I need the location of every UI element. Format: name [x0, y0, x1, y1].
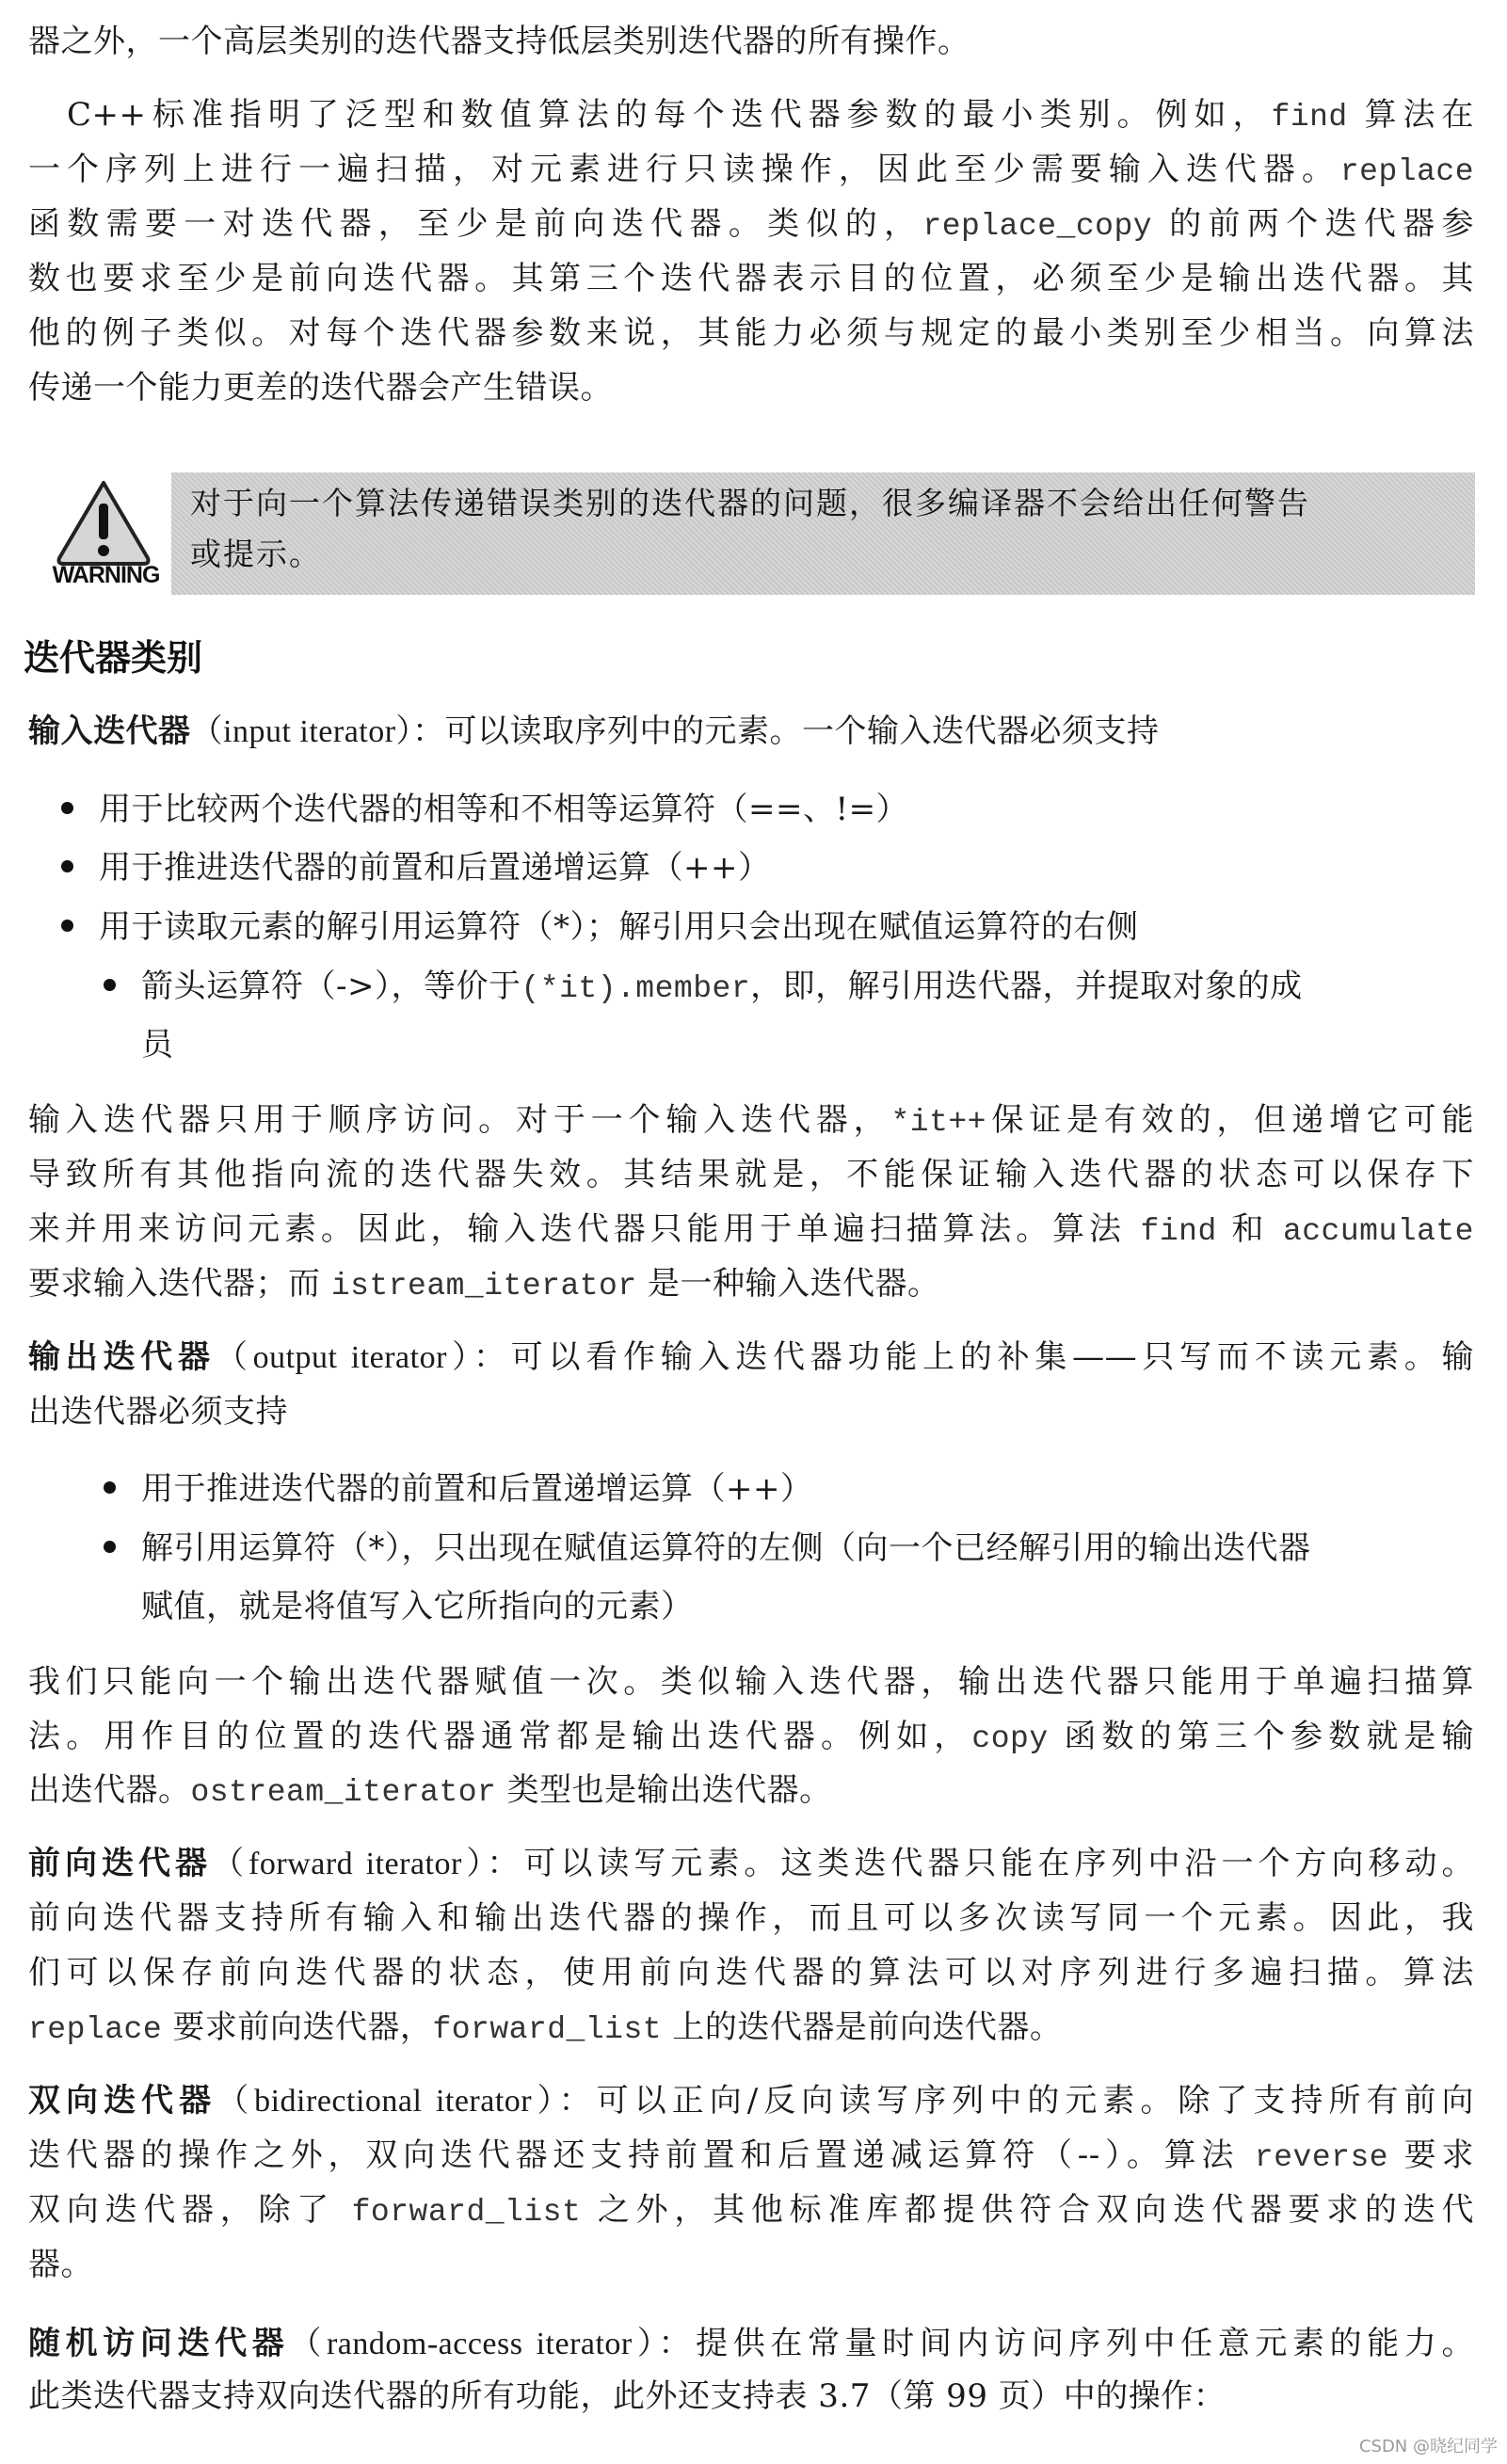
- para-min-category-line-5: 他的例子类似。对每个迭代器参数来说，其能力必须与规定的最小类别至少相当。向算法: [28, 314, 1474, 352]
- list-item-continuation: 员: [141, 1026, 174, 1064]
- bidirectional-iterator-definition: [28, 2080, 1474, 2122]
- term-en: （bidirectional iterator）: [216, 2084, 559, 2119]
- bullet-text: 用于读取元素的解引用运算符（*）；解引用只会出现在赋值运算符的右侧: [99, 908, 1139, 946]
- para-min-category-line-2: [28, 149, 1474, 193]
- output-iterator-para-line-2: [28, 1716, 1474, 1760]
- warning-label: WARNING: [52, 562, 160, 588]
- bullet-icon: [104, 979, 116, 991]
- text: 和: [1216, 1210, 1283, 1248]
- code-replace: replace: [28, 2012, 163, 2047]
- bidirectional-iterator-line-4: 器。: [28, 2246, 93, 2283]
- warning-text-line-1: 对于向一个算法传递错误类别的迭代器的问题，很多编译器不会给出任何警告: [190, 485, 1310, 521]
- list-item: [99, 789, 1474, 830]
- code-ostream-iterator: ostream_iterator: [190, 1775, 497, 1810]
- term-bidirectional-iterator: 双向迭代器: [28, 2082, 217, 2120]
- list-item: [99, 906, 1474, 948]
- term-en: （output iterator）: [215, 1340, 473, 1375]
- output-iterator-definition-cont: 出迭代器必须支持: [28, 1393, 288, 1431]
- code-replace-copy: replace_copy: [922, 209, 1153, 244]
- term-input-iterator: 输入迭代器: [28, 712, 191, 750]
- random-access-iterator-line-2: 此类迭代器支持双向迭代器的所有功能，此外还支持表 3.7（第 99 页）中的操作：: [28, 2377, 1226, 2415]
- text: 要求前向迭代器，: [162, 2008, 433, 2046]
- warning-callout: [171, 472, 1475, 595]
- term-output-iterator: 输出迭代器: [28, 1338, 216, 1376]
- text: 函数需要一对迭代器，至少是前向迭代器。类似的，: [28, 205, 923, 243]
- code-find: find: [1271, 100, 1348, 135]
- text: 要求: [1388, 2136, 1474, 2174]
- text: 输入迭代器只用于顺序访问。对于一个输入迭代器，: [28, 1101, 891, 1139]
- code-istream-iterator: istream_iterator: [330, 1269, 637, 1304]
- text: 要求输入迭代器；而: [28, 1265, 331, 1303]
- term-random-access-iterator: 随机访问迭代器: [28, 2325, 290, 2362]
- list-item: [141, 966, 1474, 1010]
- intro-line: 器之外，一个高层类别的迭代器支持低层类别迭代器的所有操作。: [28, 23, 970, 60]
- bullet-icon: [61, 920, 73, 932]
- bullet-text: ，即，解引用迭代器，并提取对象的成: [750, 968, 1303, 1005]
- output-iterator-para-line-1: 我们只能向一个输出迭代器赋值一次。类似输入迭代器，输出迭代器只能用于单遍扫描算: [28, 1663, 1474, 1701]
- text: 函数的第三个参数就是输: [1048, 1718, 1475, 1755]
- bullet-text: 解引用运算符（*），只出现在赋值运算符的左侧（向一个已经解引用的输出迭代器: [141, 1529, 1311, 1567]
- input-iterator-para-line-3: [28, 1208, 1474, 1253]
- list-item: [99, 847, 1474, 888]
- forward-iterator-line-2: 前向迭代器支持所有输入和输出迭代器的操作，而且可以多次读写同一个元素。因此，我: [28, 1899, 1474, 1937]
- watermark: CSDN @晓纪同学: [1358, 2437, 1498, 2456]
- bullet-text: 用于推进迭代器的前置和后置递增运算（++）: [141, 1470, 813, 1508]
- desc: ：可以看作输入迭代器功能上的补集——只写而不读元素。输: [473, 1338, 1475, 1376]
- text: C++标准指明了泛型和数值算法的每个迭代器参数的最小类别。例如，: [28, 96, 1272, 134]
- forward-iterator-definition: [28, 1843, 1474, 1885]
- bullet-icon: [61, 802, 73, 814]
- bullet-text: 用于比较两个迭代器的相等和不相等运算符（==、!=）: [99, 791, 909, 828]
- bullet-icon: [61, 860, 73, 872]
- para-min-category-line-6: 传递一个能力更差的迭代器会产生错误。: [28, 369, 613, 407]
- output-iterator-para-line-3: [28, 1769, 1474, 1814]
- text: 类型也是输出迭代器。: [496, 1771, 832, 1809]
- list-item-continuation: 赋值，就是将值写入它所指向的元素）: [141, 1588, 694, 1625]
- para-min-category-line-3: [28, 203, 1474, 248]
- text: 算法在: [1347, 96, 1474, 134]
- code-reverse: reverse: [1254, 2140, 1389, 2175]
- bullet-icon: [104, 1541, 116, 1553]
- desc: ：可以正向/反向读写序列中的元素。除了支持所有前向: [558, 2082, 1474, 2120]
- random-access-iterator-definition: [28, 2323, 1474, 2365]
- bullet-text: 箭头运算符（->），等价于: [141, 968, 521, 1005]
- code-replace: replace: [1339, 154, 1474, 189]
- text: 保证是有效的，但递增它可能: [986, 1101, 1475, 1139]
- bullet-text: 用于推进迭代器的前置和后置递增运算（++）: [99, 849, 771, 887]
- text: 之外，其他标准库都提供符合双向迭代器要求的迭代: [581, 2191, 1474, 2229]
- desc: ：可以读写元素。这类迭代器只能在序列中沿一个方向移动。: [487, 1845, 1475, 1882]
- term-en: （input iterator）: [190, 714, 413, 749]
- term-en: （forward iterator）: [212, 1847, 488, 1881]
- term-forward-iterator: 前向迭代器: [28, 1845, 213, 1882]
- warning-text-line-2: 或提示。: [190, 536, 322, 572]
- code-forward-list: forward_list: [432, 2012, 663, 2047]
- list-item: [141, 1528, 1474, 1569]
- text: 法。用作目的位置的迭代器通常都是输出迭代器。例如，: [28, 1718, 972, 1755]
- code-it-plusplus: *it++: [890, 1105, 986, 1140]
- desc: ：可以读取序列中的元素。一个输入迭代器必须支持: [412, 712, 1160, 750]
- text: 出迭代器。: [28, 1771, 191, 1809]
- text: 是一种输入迭代器。: [636, 1265, 940, 1303]
- bidirectional-iterator-line-2: [28, 2135, 1474, 2179]
- desc: ：提供在常量时间内访问序列中任意元素的能力。: [658, 2325, 1475, 2362]
- code-find: find: [1140, 1214, 1217, 1249]
- input-iterator-para-line-2: 导致所有其他指向流的迭代器失效。其结果就是，不能保证输入迭代器的状态可以保存下: [28, 1156, 1474, 1193]
- text: 迭代器的操作之外，双向迭代器还支持前置和后置递减运算符（--）。算法: [28, 2136, 1255, 2174]
- code-copy: copy: [971, 1721, 1049, 1756]
- input-iterator-para-line-4: [28, 1263, 1474, 1307]
- text: 的前两个迭代器参: [1152, 205, 1474, 243]
- forward-iterator-line-3: 们可以保存前向迭代器的状态，使用前向迭代器的算法可以对序列进行多遍扫描。算法: [28, 1954, 1474, 1992]
- text: 双向迭代器，除了: [28, 2191, 352, 2229]
- input-iterator-definition: [28, 711, 1474, 753]
- code-forward-list: forward_list: [351, 2195, 582, 2230]
- bidirectional-iterator-line-3: [28, 2189, 1474, 2233]
- para-min-category-line-4: 数也要求至少是前向迭代器。其第三个迭代器表示目的位置，必须至少是输出迭代器。其: [28, 260, 1474, 297]
- code-accumulate: accumulate: [1282, 1214, 1474, 1249]
- term-en: （random-access iterator）: [289, 2327, 659, 2361]
- text: 来并用来访问元素。因此，输入迭代器只能用于单遍扫描算法。算法: [28, 1210, 1141, 1248]
- list-item: [141, 1468, 1474, 1510]
- code-it-member: (*it).member: [521, 971, 751, 1006]
- text: 一个序列上进行一遍扫描，对元素进行只读操作，因此至少需要输入迭代器。: [28, 151, 1340, 188]
- forward-iterator-line-4: [28, 2007, 1474, 2051]
- para-min-category-line-1: [28, 94, 1474, 138]
- text: 上的迭代器是前向迭代器。: [662, 2008, 1063, 2046]
- bullet-icon: [104, 1481, 116, 1494]
- input-iterator-para-line-1: [28, 1099, 1474, 1144]
- section-heading: 迭代器类别: [24, 637, 203, 679]
- output-iterator-definition: [28, 1336, 1474, 1379]
